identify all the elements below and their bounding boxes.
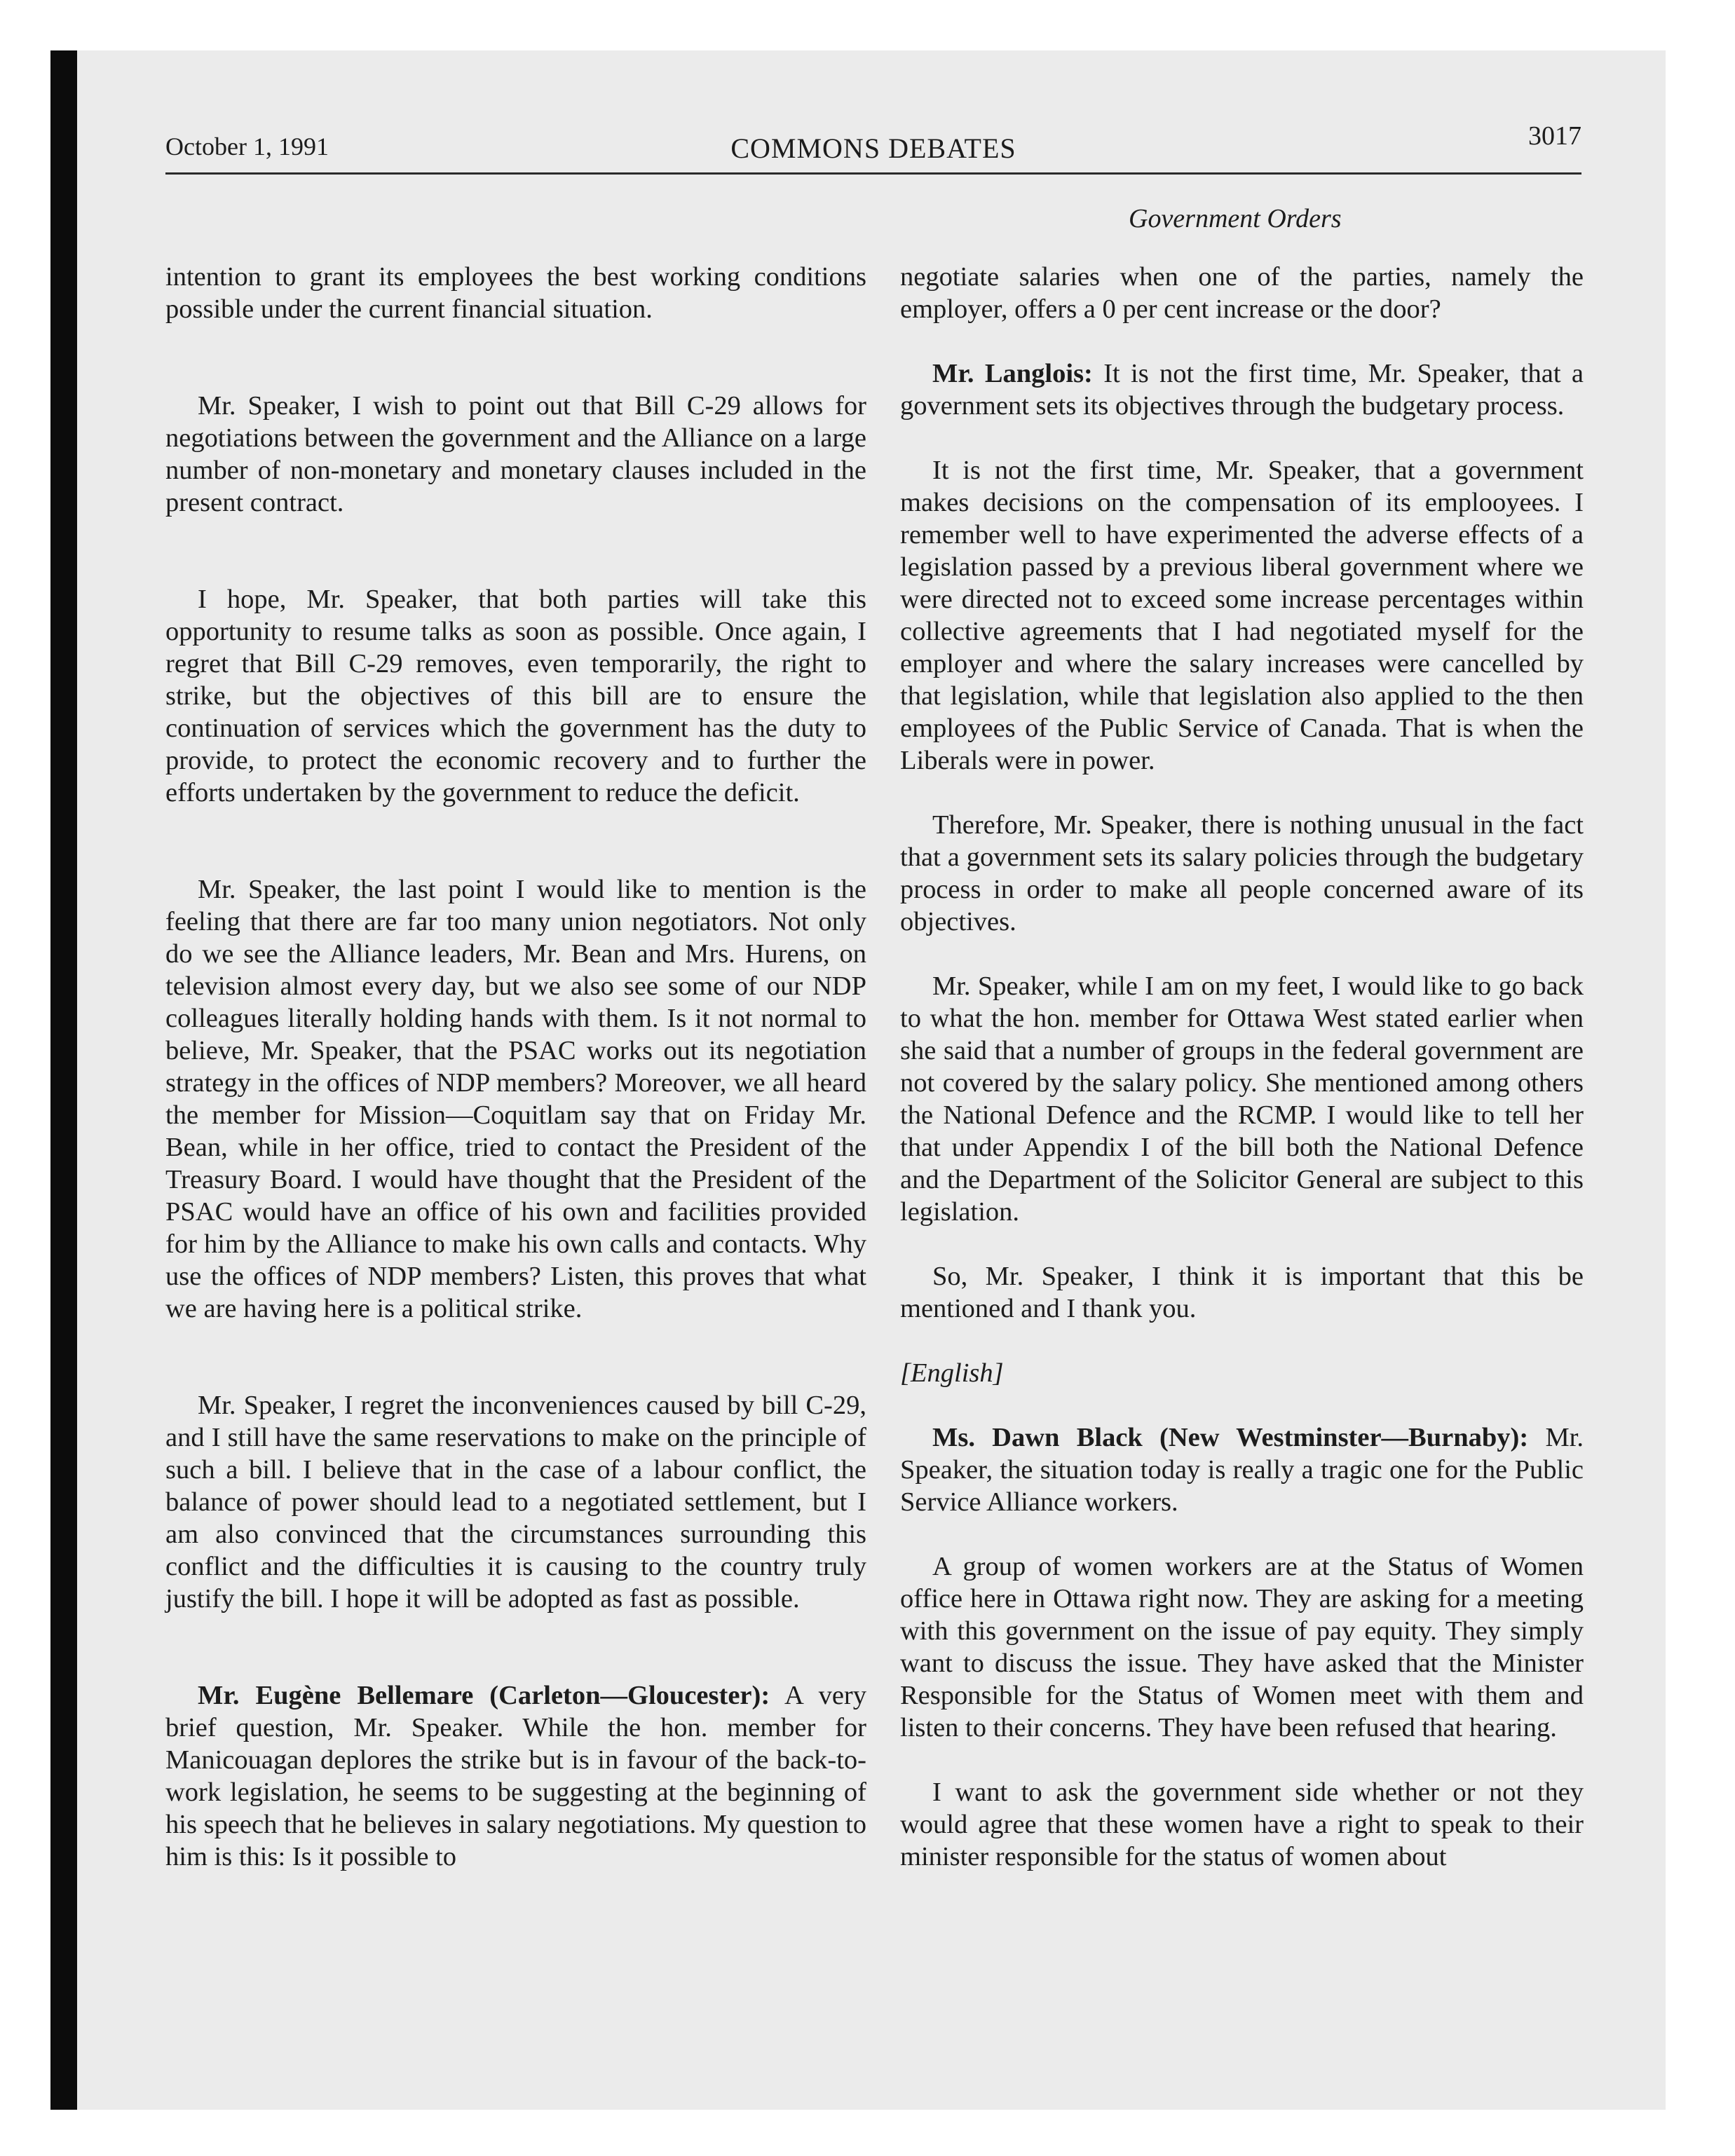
speech-text: A very brief question, Mr. Speaker. While the hon. member for Manicouagan deplores the strike but is in favour of the back-to-work legislation, he seems to be suggesting at the beginning of his speech that he believes in salary negotiations. My question to him is this: Is it possible to [165, 1681, 866, 1871]
speaker-name: Mr. Langlois: [932, 359, 1093, 388]
speaker-name: Ms. Dawn Black (New Westminster—Burnaby): [932, 1423, 1529, 1452]
paragraph: It is not the first time, Mr. Speaker, that a government makes decisions on the compensation of its emplooyees. I remember well to have experimented the adverse effects of a legislation passed by a previous liberal government where we were directed not to exceed some increase percentages within collective agreements that I had negotiated myself for the employer and where the salary increases were cancelled by that legislation, while that legislation also applied to the then employees of the Public Service of Canada. That is when the Liberals were in power. [900, 456, 1584, 775]
speech-paragraph [900, 1421, 1584, 1518]
paragraph: Mr. Speaker, I wish to point out that Bill C-29 allows for negotiations between the government and the Alliance on a large number of non-monetary and monetary clauses included in the present contract. [165, 391, 866, 517]
paragraph: I want to ask the government side whether or not they would agree that these women have a right to speak to their minister responsible for the status of women about [900, 1778, 1584, 1871]
paragraph: I hope, Mr. Speaker, that both parties will take this opportunity to resume talks as soon as possible. Once again, I regret that Bill C-29 removes, even temporarily, the right to strike, but the objectives of this bill are to ensure the continuation of services which the government has the duty to provide, to protect the economic recovery and to further the efforts undertaken by the government to reduce the deficit. [165, 585, 866, 807]
speaker-name: Mr. Eugène Bellemare (Carleton—Gloucester): [198, 1681, 770, 1710]
left-column [165, 261, 866, 1873]
language-tag: [English] [900, 1358, 1004, 1388]
speech-paragraph [165, 1679, 866, 1873]
speech-paragraph [900, 357, 1584, 422]
paragraph: Mr. Speaker, while I am on my feet, I would like to go back to what the hon. member for Ottawa West stated earlier when she said that a number of groups in the federal government are not covered by the salary policy. She mentioned among others the National Defence and the RCMP. I would like to tell her that under Appendix I of the bill both the National Defence and the Department of the Solicitor General are subject to this legislation. [900, 971, 1584, 1227]
header-date: October 1, 1991 [165, 132, 329, 161]
scan-binding-edge [50, 50, 77, 2110]
page-header [165, 116, 1581, 175]
section-label: Government Orders [1129, 204, 1342, 233]
paragraph: Mr. Speaker, the last point I would like to mention is the feeling that there are far too many union negotiators. Not only do we see the Alliance leaders, Mr. Bean and Mrs. Hurens, on television almost every day, but we also see some of our NDP colleagues literally holding hands with them. Is it not normal to believe, Mr. Speaker, that the PSAC works out its negotiation strategy in the offices of NDP members? Moreover, we all heard the member for Mission—Coquitlam say that on Friday Mr. Bean, while in her office, tried to contact the President of the Treasury Board. I would have thought that the President of the PSAC would have an office of his own and facilities provided for him by the Alliance to make his own calls and contacts. Why use the offices of NDP members? Listen, this proves that what we are having here is a political strike. [165, 875, 866, 1323]
paragraph: intention to grant its employees the best working conditions possible under the current financial situation. [165, 262, 866, 324]
paragraph: Therefore, Mr. Speaker, there is nothing unusual in the fact that a government sets its salary policies through the budgetary process in order to make all people concerned aware of its objectives. [900, 810, 1584, 936]
header-page-number: 3017 [1528, 121, 1581, 151]
paragraph: negotiate salaries when one of the parties, namely the employer, offers a 0 per cent increase or the door? [900, 262, 1584, 324]
paragraph: Mr. Speaker, I regret the inconveniences caused by bill C-29, and I still have the same reservations to make on the principle of such a bill. I believe that in the case of a labour conflict, the balance of power should lead to a negotiated settlement, but I am also convinced that the circumstances surrounding this conflict and the difficulties it is causing to the country truly justify the bill. I hope it will be adopted as fast as possible. [165, 1391, 866, 1613]
speech-text: It is not the first time, Mr. Speaker, that a government sets its objectives through the budgetary process. [900, 359, 1584, 421]
right-column [900, 261, 1584, 1873]
speech-text: Mr. Speaker, the situation today is really a tragic one for the Public Service Alliance workers. [900, 1423, 1584, 1517]
header-title: COMMONS DEBATES [730, 132, 1016, 164]
paragraph: So, Mr. Speaker, I think it is important that this be mentioned and I thank you. [900, 1262, 1584, 1323]
paragraph: A group of women workers are at the Status of Women office here in Ottawa right now. They are asking for a meeting with this government on the issue of pay equity. They simply want to discuss the issue. They have asked that the Minister Responsible for the Status of Women meet with them and listen to their concerns. They have been refused that hearing. [900, 1552, 1584, 1742]
